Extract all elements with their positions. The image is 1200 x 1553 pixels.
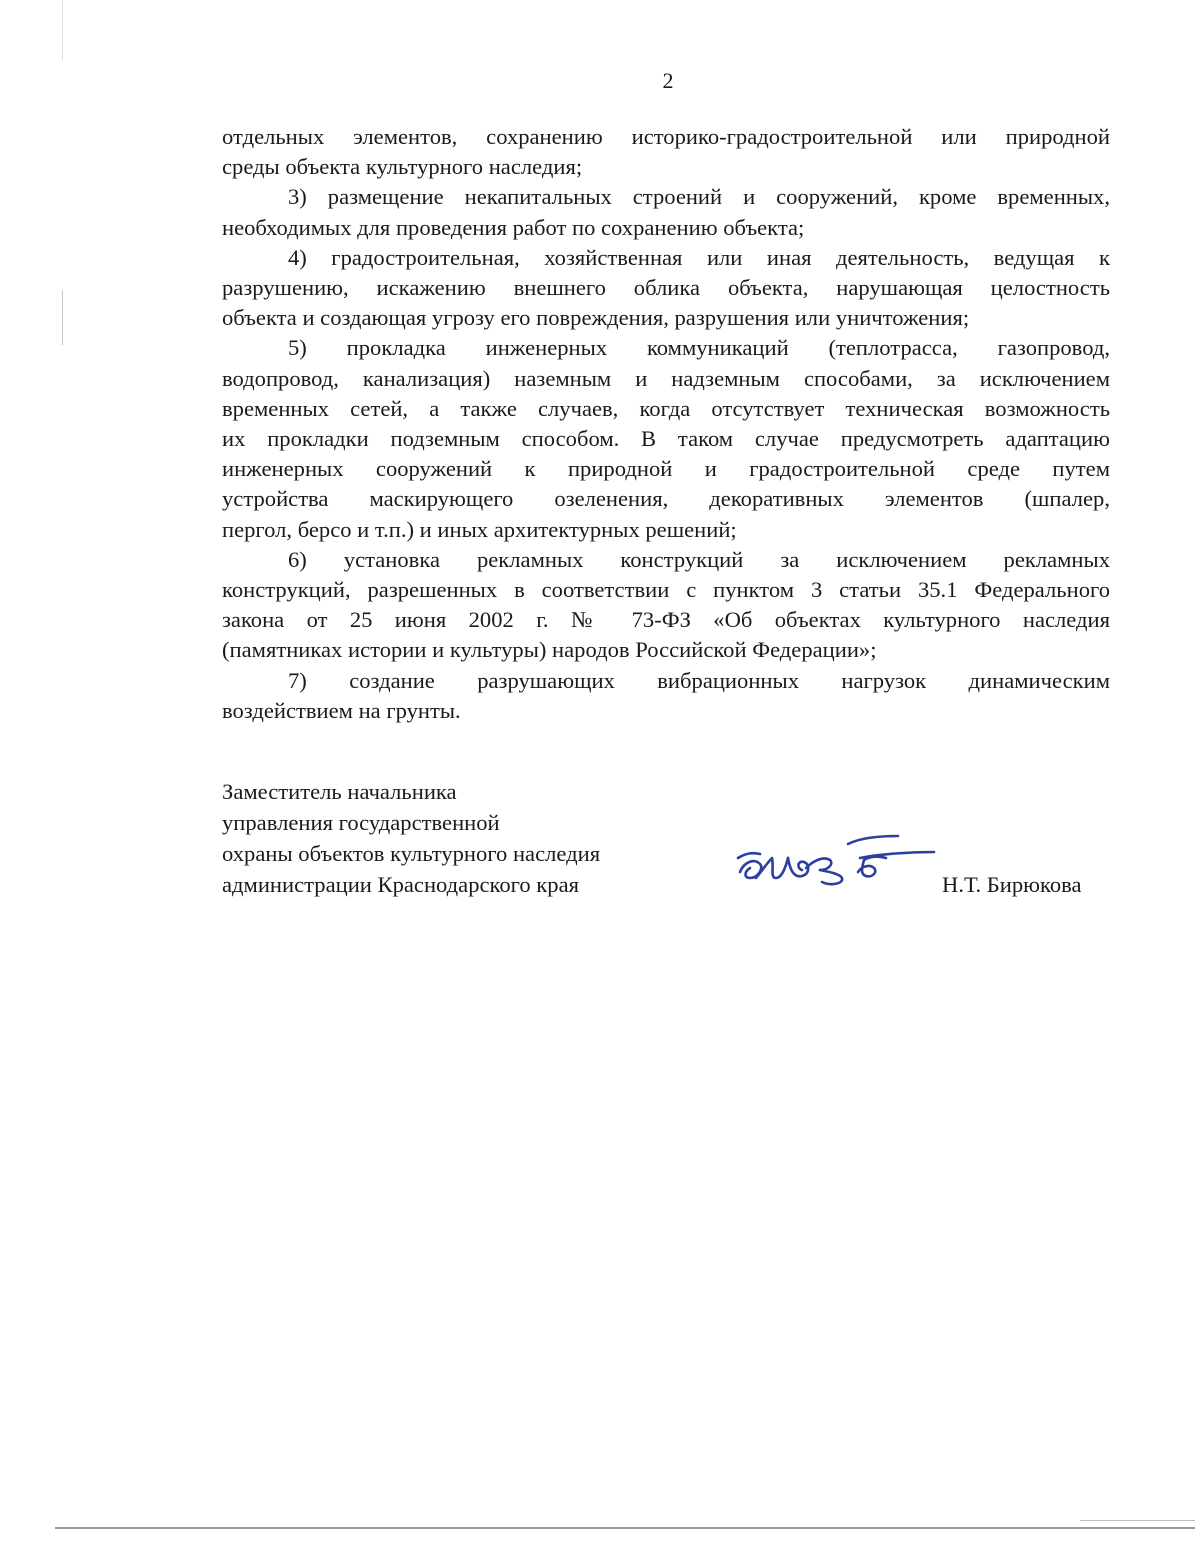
- text-line: объекта и создающая угрозу его повреждения, разрушения или уничтожения;: [222, 305, 970, 331]
- position-line: охраны объектов культурного наследия: [222, 841, 601, 866]
- position-line: Заместитель начальника: [222, 779, 457, 804]
- text-line: необходимых для проведения работ по сохранению объекта;: [222, 214, 805, 240]
- page-number: 2: [662, 68, 674, 93]
- text-line: устройства маскирующего озеленения, декоративных элементов (шпалер,: [222, 486, 1110, 512]
- text-line: 7) создание разрушающих вибрационных нагрузок динамическим: [288, 667, 1110, 693]
- text-line: водопровод, канализация) наземным и надземным способами, за исключением: [222, 365, 1110, 391]
- text-line: воздействием на грунты.: [222, 697, 461, 723]
- text-line: временных сетей, а также случаев, когда отсутствует техническая возможность: [222, 395, 1110, 421]
- scan-artifact: [1080, 1520, 1195, 1521]
- text-line: отдельных элементов, сохранению историко-градостроительной или природной: [222, 124, 1110, 149]
- handwritten-signature-icon: [730, 828, 940, 898]
- text-line: закона от 25 июня 2002 г. № 73-ФЗ «Об объектах культурного наследия: [222, 607, 1110, 633]
- scan-artifact: [62, 0, 63, 60]
- text-line: инженерных сооружений к природной и градостроительной среде путем: [222, 456, 1110, 482]
- position-line: администрации Краснодарского края: [222, 872, 579, 897]
- text-line: 6) установка рекламных конструкций за исключением рекламных: [288, 546, 1110, 572]
- signatory-position: [222, 776, 600, 900]
- scan-artifact: [55, 1527, 1195, 1529]
- document-body: [222, 122, 1110, 726]
- text-line: (памятниках истории и культуры) народов Российской Федерации»;: [222, 637, 877, 663]
- text-line: их прокладки подземным способом. В таком случае предусмотреть адаптацию: [222, 426, 1110, 452]
- position-line: управления государственной: [222, 810, 500, 835]
- text-line: разрушению, искажению внешнего облика объекта, нарушающая целостность: [222, 275, 1110, 301]
- scan-artifact: [62, 290, 63, 345]
- text-line: среды объекта культурного наследия;: [222, 154, 583, 180]
- text-line: конструкций, разрешенных в соответствии с пунктом 3 статьи 35.1 Федерального: [222, 577, 1110, 603]
- text-line: 4) градостроительная, хозяйственная или иная деятельность, ведущая к: [288, 244, 1110, 270]
- signatory-name: Н.Т. Бирюкова: [942, 872, 1082, 897]
- text-line: 5) прокладка инженерных коммуникаций (теплотрасса, газопровод,: [288, 335, 1110, 361]
- text-line: 3) размещение некапитальных строений и сооружений, кроме временных,: [288, 184, 1110, 210]
- text-line: пергол, берсо и т.п.) и иных архитектурных решений;: [222, 516, 737, 542]
